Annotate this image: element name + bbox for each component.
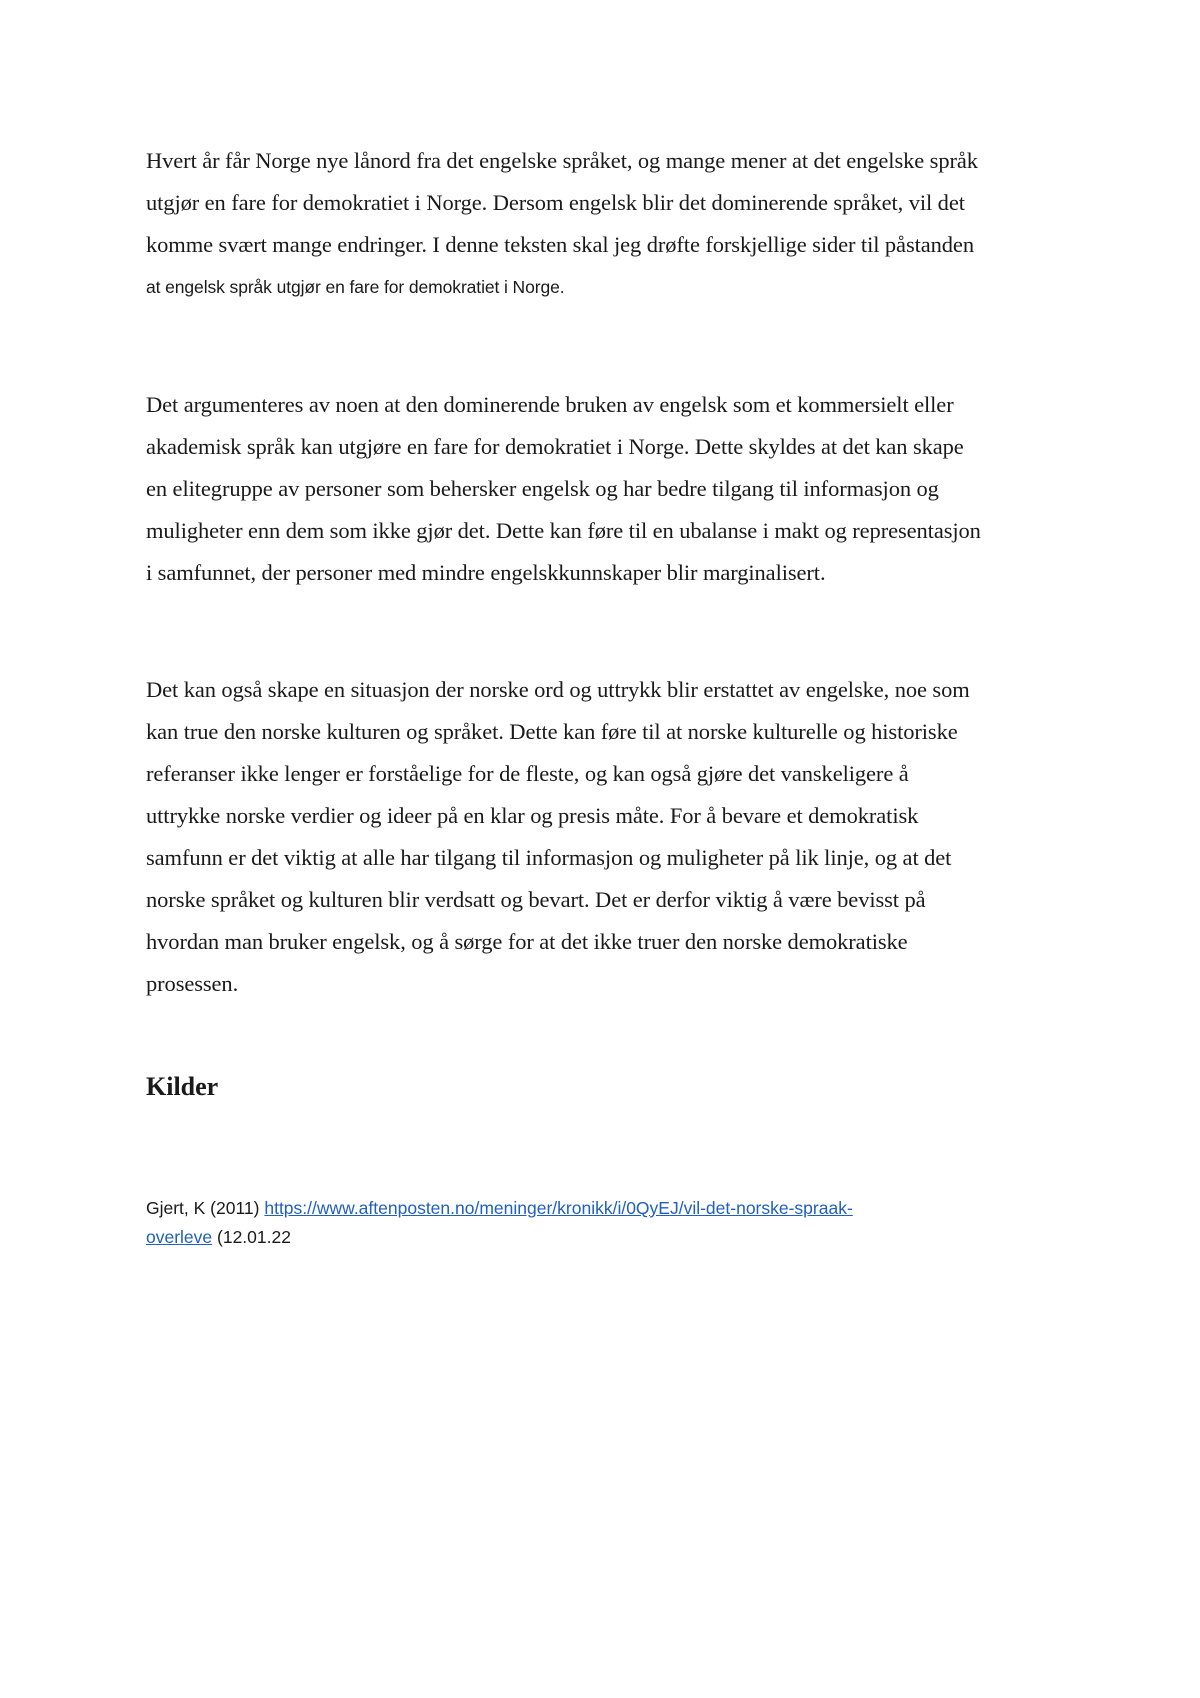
source-entry <box>146 1194 1046 1252</box>
paragraph-line: Det argumenteres av noen at den dominerende bruken av engelsk som et kommersielt eller <box>146 392 954 417</box>
paragraph-line: i samfunnet, der personer med mindre engelskkunnskaper blir marginalisert. <box>146 560 826 585</box>
source-line-1 <box>146 1194 1046 1223</box>
paragraph-line: norske språket og kulturen blir verdsatt og bevart. Det er derfor viktig å være bevisst på <box>146 887 926 912</box>
paragraph-line: komme svært mange endringer. I denne teksten skal jeg drøfte forskjellige sider til påstanden <box>146 232 974 257</box>
paragraph-line: samfunn er det viktig at alle har tilgang til informasjon og muligheter på lik linje, og at det <box>146 845 952 870</box>
sources-heading: Kilder <box>146 1072 219 1101</box>
paragraph-line: utgjør en fare for demokratiet i Norge. Dersom engelsk blir det dominerende språket, vil det <box>146 190 965 215</box>
paragraph-intro <box>146 140 978 308</box>
source-date: (12.01.22 <box>212 1227 291 1247</box>
paragraph-line: prosessen. <box>146 971 239 996</box>
paragraph-line: en elitegruppe av personer som behersker engelsk og har bedre tilgang til informasjon og <box>146 476 939 501</box>
paragraph-culture <box>146 669 970 1005</box>
source-link-continued[interactable]: overleve <box>146 1227 213 1247</box>
paragraph-line: at engelsk språk utgjør en fare for demokratiet i Norge. <box>146 277 565 297</box>
paragraph-line: muligheter enn dem som ikke gjør det. Dette kan føre til en ubalanse i makt og representasjon <box>146 518 981 543</box>
paragraph-argument <box>146 384 981 594</box>
source-author: Gjert, K (2011) <box>146 1198 265 1218</box>
paragraph-line: Hvert år får Norge nye lånord fra det engelske språket, og mange mener at det engelske språk <box>146 148 978 173</box>
paragraph-line: kan true den norske kulturen og språket. Dette kan føre til at norske kulturelle og historiske <box>146 719 958 744</box>
paragraph-line: Det kan også skape en situasjon der norske ord og uttrykk blir erstattet av engelske, noe som <box>146 677 970 702</box>
source-link[interactable]: https://www.aftenposten.no/meninger/kronikk/i/0QyEJ/vil-det-norske-spraak- <box>264 1198 853 1218</box>
source-line-2 <box>146 1223 1046 1252</box>
paragraph-line: uttrykke norske verdier og ideer på en klar og presis måte. For å bevare et demokratisk <box>146 803 919 828</box>
paragraph-line: akademisk språk kan utgjøre en fare for demokratiet i Norge. Dette skyldes at det kan skape <box>146 434 964 459</box>
paragraph-line: referanser ikke lenger er forståelige for de fleste, og kan også gjøre det vanskeligere å <box>146 761 909 786</box>
paragraph-line: hvordan man bruker engelsk, og å sørge for at det ikke truer den norske demokratiske <box>146 929 908 954</box>
